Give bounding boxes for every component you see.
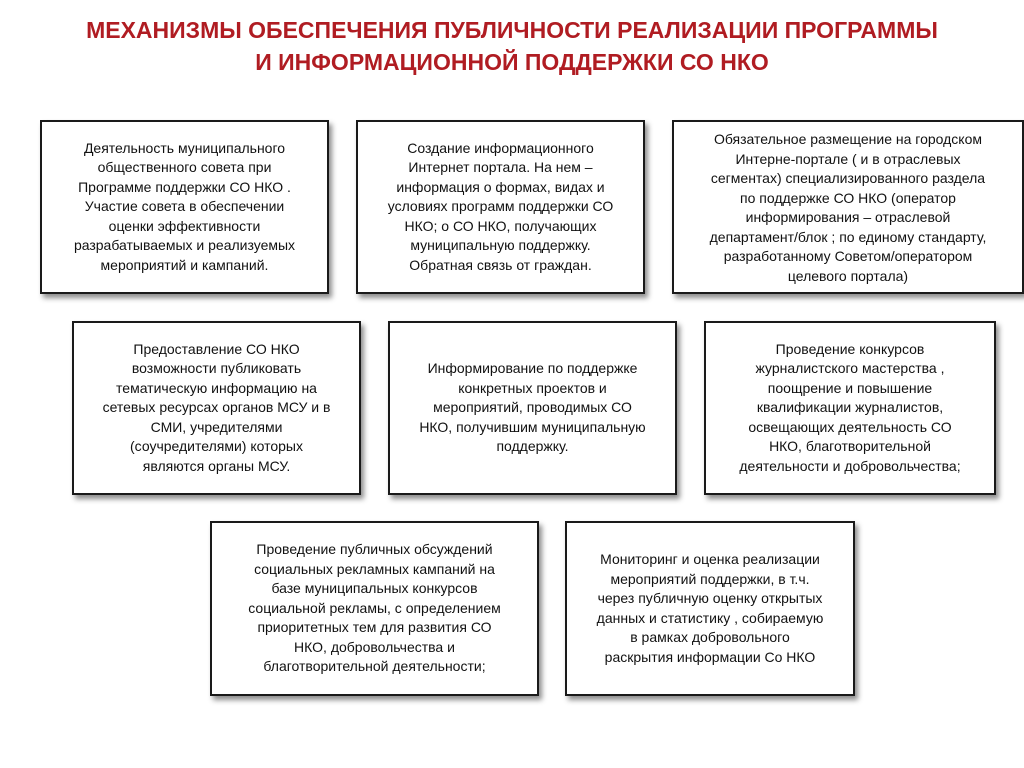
box-line: Обратная связь от граждан. — [409, 256, 592, 273]
box-line: мероприятий, проводимых СО — [433, 399, 632, 416]
box-city-portal-placement — [672, 120, 1024, 294]
box-internet-portal — [356, 120, 645, 294]
box-line: оценки эффективности — [108, 217, 261, 234]
box-line: через публичную оценку открытых — [597, 590, 823, 606]
page-title-line-2: И ИНФОРМАЦИОННОЙ ПОДДЕРЖКИ СО НКО — [255, 49, 769, 75]
box-line: мероприятий и кампаний. — [100, 256, 269, 273]
box-line: тематическую информацию на — [116, 379, 317, 396]
box-line: разработанному Советом/оператором — [723, 248, 973, 264]
box-line: данных и статистику , собираемую — [596, 609, 824, 626]
box-line: Проведение публичных обсуждений — [256, 541, 493, 558]
box-line: НКО, получившим муниципальную — [419, 418, 646, 435]
box-line: общественного совета при — [97, 159, 272, 176]
box-text — [388, 139, 614, 276]
box-line: в рамках добровольного — [630, 629, 790, 645]
box-line: Информирование по поддержке — [427, 360, 638, 377]
box-line: Обязательное размещение на городском — [713, 131, 983, 147]
box-line: информация о формах, видах и — [396, 178, 605, 195]
box-line: по поддержке СО НКО (оператор — [740, 189, 956, 206]
box-line: поддержку. — [496, 438, 569, 455]
box-line: являются органы МСУ. — [142, 457, 291, 474]
box-line: Интернет портала. На нем – — [408, 159, 593, 176]
box-line: возможности публиковать — [131, 360, 302, 377]
box-line: социальной рекламы, с определением — [248, 599, 501, 616]
box-line: НКО, добровольчества и — [294, 638, 455, 655]
box-line: Деятельность муниципального — [83, 139, 286, 156]
box-line: муниципальную поддержку. — [410, 237, 591, 254]
box-line: Интерне-портале ( и в отраслевых — [735, 150, 961, 167]
box-line: мероприятий поддержки, в т.ч. — [610, 570, 810, 587]
box-line: благотворительной деятельности; — [263, 658, 486, 675]
box-line: условиях программ поддержки СО — [387, 198, 614, 215]
box-line: базе муниципальных конкурсов — [271, 580, 478, 597]
box-text — [597, 550, 824, 667]
box-line: журналистского мастерства , — [755, 360, 945, 377]
box-line: раскрытия информации Со НКО — [604, 648, 816, 665]
box-line: департамент/блок ; по единому стандарту, — [709, 228, 987, 245]
box-text — [710, 130, 987, 286]
box-text — [103, 340, 331, 477]
box-journalism-contests — [704, 321, 996, 495]
box-line: социальных рекламных кампаний на — [254, 560, 495, 577]
box-text — [74, 139, 295, 276]
box-line: конкретных проектов и — [458, 379, 607, 396]
box-line: сетевых ресурсах органов МСУ и в — [102, 399, 331, 416]
box-line: Проведение конкурсов — [775, 340, 925, 357]
box-line: поощрение и повышение — [767, 379, 933, 396]
box-msu-network-resources — [72, 321, 361, 495]
box-line: целевого портала) — [787, 267, 909, 284]
box-line: сегментах) специализированного раздела — [710, 170, 986, 186]
page-title-line-1: МЕХАНИЗМЫ ОБЕСПЕЧЕНИЯ ПУБЛИЧНОСТИ РЕАЛИЗАЦИИ ПРОГРАММЫ — [86, 17, 938, 43]
box-project-information — [388, 321, 677, 495]
box-line: (соучредителями) которых — [130, 438, 303, 455]
box-line: Мониторинг и оценка реализации — [600, 551, 820, 567]
box-line: Создание информационного — [407, 139, 594, 156]
box-line: деятельности и добровольчества; — [739, 457, 961, 474]
box-line: квалификации журналистов, — [756, 399, 944, 416]
box-line: СМИ, учредителями — [150, 418, 283, 435]
box-line: освещающих деятельность СО — [748, 418, 952, 435]
box-text — [248, 540, 500, 677]
box-line: НКО; о СО НКО, получающих — [404, 217, 597, 234]
box-line: Участие совета в обеспечении — [84, 198, 285, 215]
box-text — [739, 340, 960, 477]
box-monitoring-evaluation — [565, 521, 855, 696]
page-title — [0, 14, 1024, 78]
box-line: разрабатываемых и реализуемых — [73, 237, 296, 254]
box-line: Предоставление СО НКО — [133, 340, 300, 357]
box-line: Программе поддержки СО НКО . — [78, 178, 291, 195]
box-text — [419, 359, 645, 457]
box-public-discussions — [210, 521, 539, 696]
box-line: приоритетных тем для развития СО — [257, 619, 492, 636]
box-municipal-council — [40, 120, 329, 294]
box-line: информирования – отраслевой — [745, 209, 951, 225]
box-line: НКО, благотворительной — [769, 438, 931, 455]
